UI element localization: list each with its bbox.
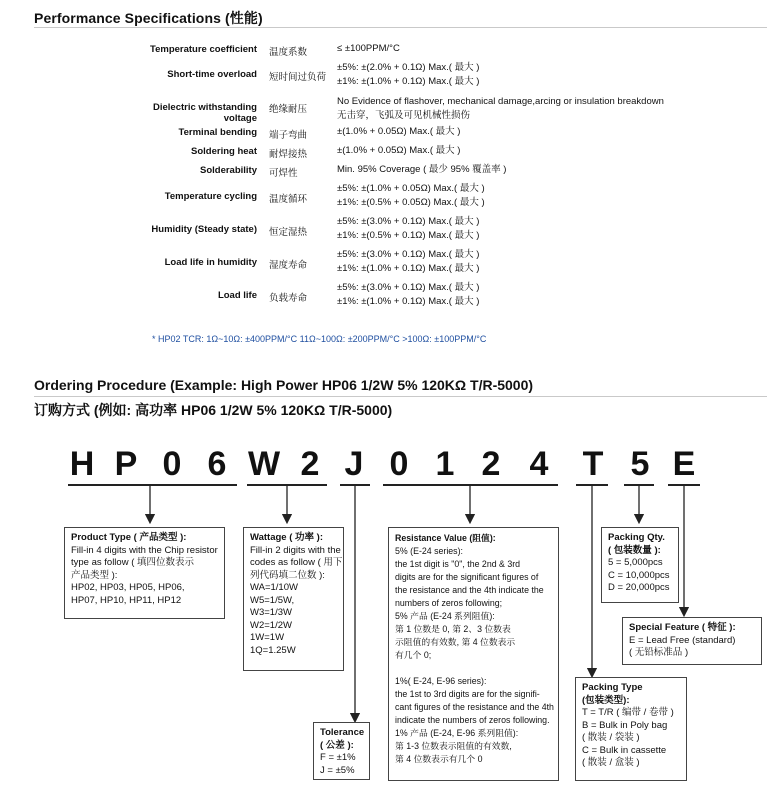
code-char: 2 <box>481 445 501 483</box>
product-type-box: Product Type ( 产品类型 ): Fill-in 4 digits with the Chip resistor type as follow ( 填四位数表示 产品类型 ): HP02, HP03, HP05, HP06, HP07, HP10, HP11, HP12 <box>64 527 225 619</box>
spec-cn: 温度系数 <box>269 47 308 58</box>
spec-value: ±(1.0% + 0.05Ω) Max.( 最大 ) <box>337 145 461 156</box>
code-char: T <box>582 445 604 483</box>
code-char: E <box>672 445 696 483</box>
spec-label: Soldering heat <box>191 146 257 157</box>
spec-label: Terminal bending <box>178 127 257 138</box>
spec-label: Temperature cycling <box>164 191 257 202</box>
code-char: 1 <box>435 445 455 483</box>
ordering-title: Ordering Procedure (Example: High Power HP06 1/2W 5% 120KΩ T/R-5000) <box>34 377 534 393</box>
code-char: 2 <box>300 445 320 483</box>
code-char: 6 <box>207 445 227 483</box>
spec-cn: 耐焊接热 <box>269 149 308 160</box>
spec-cn: 负载寿命 <box>269 293 308 304</box>
code-char: J <box>344 445 364 483</box>
spec-cn: 可焊性 <box>269 168 298 179</box>
spec-cn: 端子弯曲 <box>269 130 308 141</box>
spec-label: Solderability <box>199 165 257 176</box>
performance-title: Performance Specifications (性能) <box>34 10 263 26</box>
spec-cn: 湿度寿命 <box>269 260 308 271</box>
code-char: W <box>247 445 281 483</box>
packing-type-box: Packing Type (包装类型): T = T/R ( 编带 / 卷带 ) B = Bulk in Poly bag ( 散装 / 袋装 ) C = Bulk in cassette ( 散装 / 盒装 ) <box>575 677 687 781</box>
spec-label: Temperature coefficient <box>150 44 257 55</box>
code-char: 4 <box>529 445 549 483</box>
code-char: 0 <box>389 445 409 483</box>
wattage-box: Wattage ( 功率 ): Fill-in 2 digits with the codes as follow ( 用下 列代码填二位数 ): WA=1/10W W5=1/5W, W3=1/3W W2=1/2W 1W=1W 1Q=1.25W <box>243 527 344 671</box>
spec-value: Min. 95% Coverage ( 最少 95% 覆盖率 ) <box>337 164 507 175</box>
special-feature-box: Special Feature ( 特征 ): E = Lead Free (standard) ( 无铅标准品 ) <box>622 617 762 665</box>
ordering-title-cn: 订购方式 (例如: 高功率 HP06 1/2W 5% 120KΩ T/R-5000) <box>34 402 393 418</box>
spec-cn: 恒定湿热 <box>269 227 308 238</box>
spec-label: Load life <box>217 290 257 301</box>
spec-value: No Evidence of flashover, mechanical damage,arcing or insulation breakdown 无击穿，飞弧及可见机械性损伤 <box>337 96 664 121</box>
spec-value: ±5%: ±(3.0% + 0.1Ω) Max.( 最大 ) ±1%: ±(1.0% + 0.1Ω) Max.( 最大 ) <box>337 249 480 274</box>
spec-cn: 温度循环 <box>269 194 308 205</box>
spec-cn: 绝缘耐压 <box>269 104 308 115</box>
code-char: P <box>114 445 138 483</box>
spec-label: Humidity (Steady state) <box>151 224 257 235</box>
spec-value: ±5%: ±(2.0% + 0.1Ω) Max.( 最大 ) ±1%: ±(1.0% + 0.1Ω) Max.( 最大 ) <box>337 62 480 87</box>
spec-label: Load life in humidity <box>164 257 257 268</box>
spec-value: ±5%: ±(3.0% + 0.1Ω) Max.( 最大 ) ±1%: ±(0.5% + 0.1Ω) Max.( 最大 ) <box>337 216 480 241</box>
spec-label: Dielectric withstanding voltage <box>153 102 257 124</box>
tcr-note: * HP02 TCR: 1Ω~10Ω: ±400PPM/°C 11Ω~100Ω: ±200PPM/°C >100Ω: ±100PPM/°C <box>152 334 487 344</box>
spec-label: Short-time overload <box>167 69 257 80</box>
spec-cn: 短时间过负荷 <box>269 72 327 83</box>
tolerance-box: Tolerance ( 公差 ): F = ±1% J = ±5% <box>313 722 370 780</box>
code-char: 5 <box>630 445 650 483</box>
spec-value: ±(1.0% + 0.05Ω) Max.( 最大 ) <box>337 126 461 137</box>
spec-value: ≤ ±100PPM/°C <box>337 43 400 54</box>
code-char: H <box>69 445 95 483</box>
spec-value: ±5%: ±(3.0% + 0.1Ω) Max.( 最大 ) ±1%: ±(1.0% + 0.1Ω) Max.( 最大 ) <box>337 282 480 307</box>
packing-qty-box: Packing Qty. ( 包装数量 ): 5 = 5,000pcs C = 10,000pcs D = 20,000pcs <box>601 527 679 603</box>
resistance-value-box: Resistance Value (阻值): 5% (E-24 series): the 1st digit is "0", the 2nd & 3rd digits are for the significant figures of the resistance and the 4th indicate the numbers of zeros following; 5% 产品 (E-24 系列阻值): 第 1 位数是 0, 第 2、3 位数表 示阻值的有效数, 第 4 位数表示 有几个 0; 1%( E-24, E-96 series): the 1st to 3rd digits are for the signifi- cant figures of the resistance and the 4th indicate the numbers of zeros following. 1% 产品 (E-24, E-96 系列阻值): 第 1-3 位数表示阻值的有效数, 第 4 位数表示有几个 0 <box>388 527 559 781</box>
code-char: 0 <box>162 445 182 483</box>
spec-value: ±5%: ±(1.0% + 0.05Ω) Max.( 最大 ) ±1%: ±(0.5% + 0.05Ω) Max.( 最大 ) <box>337 183 485 208</box>
